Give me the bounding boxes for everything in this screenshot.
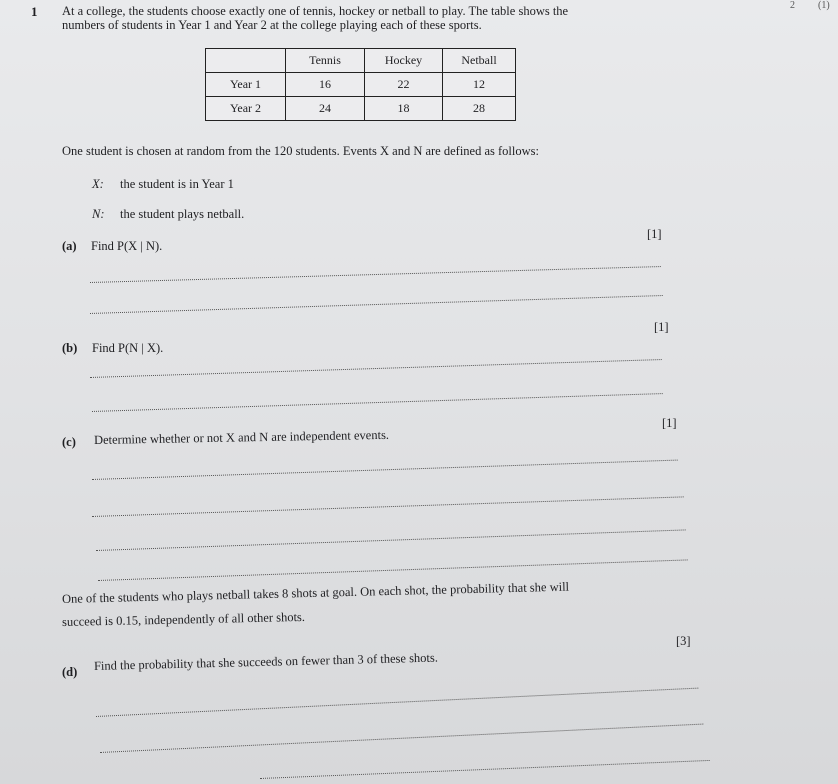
answer-line[interactable]	[90, 266, 661, 283]
event-n-definition: the student plays netball.	[120, 207, 245, 221]
question-number: 1	[31, 4, 38, 19]
answer-line[interactable]	[92, 460, 678, 480]
intro-line-1: At a college, the students choose exactly one of tennis, hockey or netball to play. The table shows the	[62, 4, 569, 18]
part-a-marks: [1]	[647, 227, 662, 241]
part-a-label: (a)	[62, 239, 77, 253]
table-cell: 12	[443, 73, 516, 97]
netball-line-2: succeed is 0.15, independently of all other shots.	[61, 609, 306, 629]
answer-line[interactable]	[98, 559, 688, 581]
event-x-symbol: X:	[92, 177, 104, 191]
part-b-question: Find P(N | X).	[92, 341, 164, 355]
corner-mark-right: (1)	[818, 0, 830, 11]
table-cell: 28	[443, 97, 516, 121]
table-header-cell: Tennis	[286, 49, 365, 73]
table-cell: Year 1	[206, 73, 286, 97]
part-d-marks: [3]	[676, 634, 691, 648]
table-header-cell: Netball	[443, 49, 516, 73]
table-header-cell	[206, 49, 286, 73]
part-c-label: (c)	[62, 435, 76, 449]
table-row	[206, 73, 516, 97]
part-b-marks: [1]	[654, 320, 669, 334]
intro-line-2: numbers of students in Year 1 and Year 2 at the college playing each of these sports.	[62, 18, 482, 32]
table-header-row	[206, 49, 516, 73]
sports-table	[205, 48, 516, 121]
answer-line[interactable]	[92, 496, 684, 517]
part-d-label: (d)	[62, 665, 78, 679]
part-c-marks: [1]	[662, 416, 677, 430]
events-intro: One student is chosen at random from the 120 students. Events X and N are defined as follows:	[62, 144, 539, 158]
table-row	[206, 97, 516, 121]
answer-line[interactable]	[92, 393, 663, 412]
part-b-label: (b)	[62, 341, 78, 355]
answer-line[interactable]	[90, 359, 662, 378]
table-cell: 16	[286, 73, 365, 97]
event-x-label	[92, 176, 104, 192]
table-header-cell: Hockey	[365, 49, 443, 73]
table-cell: Year 2	[206, 97, 286, 121]
event-n-label	[92, 206, 105, 222]
netball-line-1: One of the students who plays netball takes 8 shots at goal. On each shot, the probability that she will	[61, 579, 570, 606]
table-cell: 18	[365, 97, 443, 121]
table-cell: 24	[286, 97, 365, 121]
answer-line[interactable]	[96, 529, 686, 551]
answer-line[interactable]	[100, 724, 703, 753]
answer-line[interactable]	[96, 688, 698, 717]
answer-line[interactable]	[260, 760, 710, 779]
corner-mark-left: 2	[790, 0, 795, 11]
event-n-symbol: N:	[92, 207, 105, 221]
part-c-question: Determine whether or not X and N are independent events.	[93, 427, 390, 447]
answer-line[interactable]	[90, 295, 663, 314]
part-a-question: Find P(X | N).	[91, 239, 163, 253]
part-d-question: Find the probability that she succeeds on fewer than 3 of these shots.	[93, 650, 439, 673]
table-cell: 22	[365, 73, 443, 97]
event-x-definition: the student is in Year 1	[120, 177, 234, 191]
